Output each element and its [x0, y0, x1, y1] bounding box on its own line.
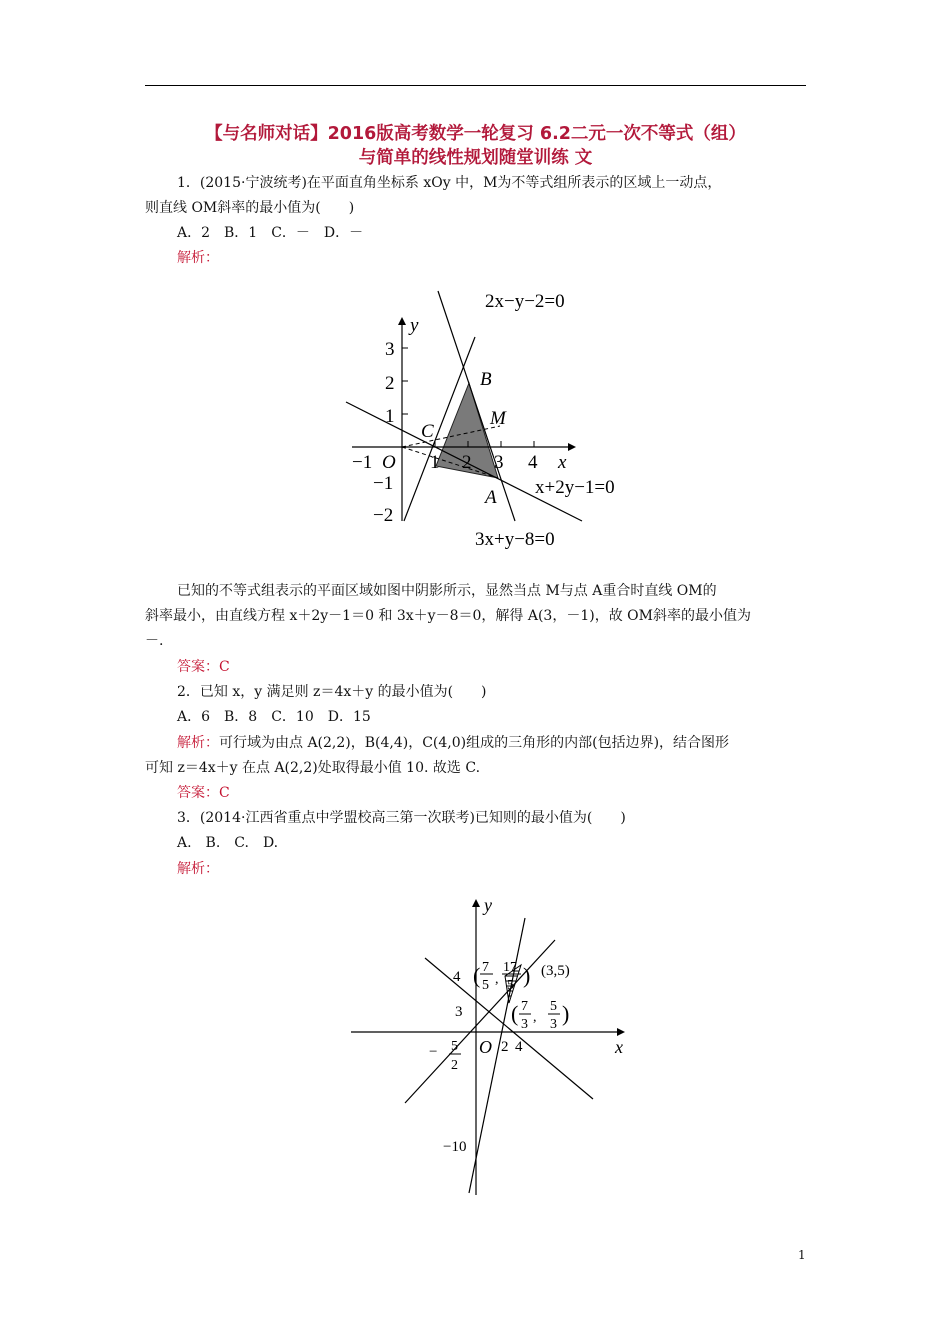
y-axis-label: y — [484, 895, 492, 915]
fraction-denominator: 3 — [550, 1017, 557, 1032]
q1-explain-line-1: 已知的不等式组表示的平面区域如图中阴影所示，显然当点 M与点 A重合时直线 OM的 — [177, 583, 717, 599]
x-tick-neg-fraction — [429, 1039, 461, 1073]
y-axis-arrow — [472, 899, 480, 907]
x-tick-label: −1 — [352, 452, 373, 473]
line-x+2y-1-label: x+2y−1=0 — [535, 477, 615, 498]
page-number: 1 — [798, 1248, 806, 1262]
q3-options: A. B. C. D. — [177, 835, 279, 851]
x-tick-label: 2 — [501, 1039, 509, 1055]
y-tick-label: 3 — [385, 339, 395, 360]
y-tick-label: −1 — [373, 473, 394, 494]
svg-text:(: ( — [511, 1001, 519, 1026]
fraction-denominator: 2 — [451, 1058, 458, 1073]
y-tick-label: 4 — [453, 969, 461, 985]
y-tick-label: −2 — [373, 505, 394, 526]
origin-label: O — [479, 1037, 492, 1057]
fraction-numerator: 7 — [521, 999, 528, 1014]
y-tick-label: 2 — [385, 373, 395, 394]
x-tick-label: 4 — [515, 1039, 523, 1055]
point-label-3-5: (3,5) — [541, 963, 570, 979]
q2-explain-line-1 — [145, 731, 806, 756]
point-m-label: M — [490, 408, 506, 429]
svg-text:): ) — [562, 1001, 570, 1026]
q2-options: A．6 B．8 C．10 D．15 — [177, 709, 371, 725]
line-3x+y-8-label: 3x+y−8=0 — [475, 529, 555, 550]
y-tick-label: 3 — [455, 1004, 463, 1020]
fraction-numerator: 17 — [503, 960, 517, 975]
x-axis-label: x — [558, 452, 567, 473]
q2-answer: 答案：C — [177, 785, 230, 801]
point-b-label: B — [480, 369, 492, 390]
q1-explain-line-2: 斜率最小，由直线方程 x＋2y－1＝0 和 3x＋y－8＝0，解得 A(3，－1)，故 OM斜率的最小值为 — [145, 608, 751, 624]
q1-jiexi-label: 解析： — [177, 250, 219, 266]
fraction-denominator: 3 — [521, 1017, 528, 1032]
origin-label: O — [382, 452, 396, 473]
line-2x-y-2-label: 2x−y−2=0 — [485, 291, 565, 312]
y-tick-label: 1 — [385, 406, 395, 427]
point-label-7-3-5-3 — [511, 999, 569, 1032]
y-tick-label: −10 — [443, 1139, 467, 1155]
q3-jiexi-label: 解析： — [177, 861, 219, 877]
x-tick-label: 3 — [494, 452, 504, 473]
q1-explain-line-3: －. — [145, 633, 164, 649]
x-tick-label: 2 — [462, 452, 472, 473]
x-axis-arrow — [568, 443, 576, 451]
q1-figure — [330, 285, 650, 555]
fraction-denominator: 5 — [507, 978, 514, 993]
q2-explain-line-2: 可知 z＝4x＋y 在点 A(2,2)处取得最小值 10. 故选 C. — [145, 760, 481, 776]
svg-text:): ) — [523, 963, 531, 988]
y-axis-arrow — [398, 317, 406, 325]
minus-sign: − — [429, 1044, 438, 1060]
x-axis-arrow — [617, 1028, 625, 1036]
fraction-numerator: 5 — [451, 1039, 458, 1054]
y-axis-label: y — [410, 315, 419, 336]
q3-stem: 3．(2014·江西省重点中学盟校高三第一次联考)已知则的最小值为( ) — [177, 810, 626, 826]
fraction-numerator: 5 — [550, 999, 557, 1014]
q1-answer: 答案：C — [177, 659, 230, 675]
title-line-2: 与简单的线性规划随堂训练 文 — [358, 148, 593, 168]
point-a-label: A — [485, 487, 497, 508]
point-c-label: C — [421, 421, 434, 442]
svg-text:,: , — [495, 972, 499, 987]
q2-jiexi-label: 解析： — [177, 735, 219, 751]
q1-stem-line-2: 则直线 OM斜率的最小值为( ) — [145, 200, 355, 216]
header-rule — [145, 85, 806, 86]
q1-stem-line-1: 1．(2015·宁波统考)在平面直角坐标系 xOy 中，M为不等式组所表示的区域上一动点， — [177, 175, 722, 191]
svg-text:(: ( — [473, 963, 481, 988]
q2-explain-text-1: 可行域为由点 A(2,2)，B(4,4)，C(4,0)组成的三角形的内部(包括边界)，结合图形 — [219, 735, 730, 751]
q3-figure — [345, 893, 645, 1198]
title-line-1: 【与名师对话】2016版高考数学一轮复习 6.2二元一次不等式（组） — [205, 124, 746, 144]
x-tick-label: 4 — [528, 452, 538, 473]
svg-text:,: , — [533, 1010, 537, 1025]
line-2x-y-2 — [438, 291, 515, 521]
q2-stem: 2．已知 x，y 满足则 z＝4x＋y 的最小值为( ) — [177, 684, 487, 700]
fraction-numerator: 7 — [482, 960, 489, 975]
x-tick-label: 1 — [430, 452, 440, 473]
fraction-denominator: 5 — [482, 978, 489, 993]
x-axis-label: x — [615, 1037, 623, 1057]
q1-options: A．2 B．1 C．－ D．－ — [177, 225, 364, 241]
